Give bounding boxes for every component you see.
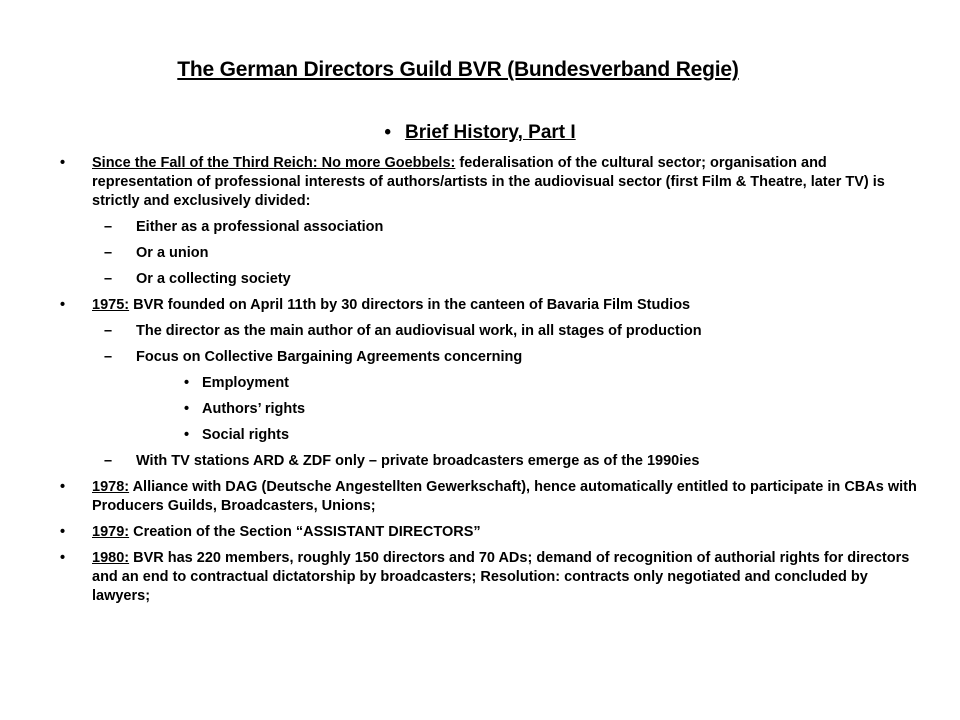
bullet-icon: • (184, 427, 190, 443)
item-text: Social rights (202, 427, 290, 443)
list-item (60, 400, 920, 419)
list-item (60, 426, 920, 445)
section-heading-text: Brief History, Part I (404, 122, 576, 143)
list-item (60, 374, 920, 393)
dash-icon: – (104, 349, 113, 365)
item-lead: 1980: (92, 550, 130, 566)
dash-icon: – (104, 245, 113, 261)
list-item (60, 296, 920, 315)
item-lead: 1979: (92, 524, 130, 540)
item-text: Creation of the Section “ASSISTANT DIRECTORS” (129, 524, 481, 540)
dash-icon: – (104, 219, 113, 235)
list-item (60, 270, 920, 289)
item-text: BVR founded on April 11th by 30 directors in the canteen of Bavaria Film Studios (129, 297, 691, 313)
list-item (60, 322, 920, 341)
bullet-icon: • (60, 524, 66, 540)
bullet-icon: • (384, 122, 391, 143)
item-text: Alliance with DAG (Deutsche Angestellten Gewerkschaft), hence automatically entitled to participate in CBAs with Producers Guilds, Broadcasters, Unions; (92, 479, 917, 514)
item-text: Focus on Collective Bargaining Agreements concerning (136, 349, 523, 365)
bullet-icon: • (60, 297, 66, 313)
page-title: The German Directors Guild BVR (Bundesverband Regie) (177, 58, 739, 81)
list-item (60, 218, 920, 237)
bullet-icon: • (60, 550, 66, 566)
list-item (60, 549, 920, 606)
item-text: Employment (202, 375, 290, 391)
dash-icon: – (104, 323, 113, 339)
bullet-icon: • (60, 479, 66, 495)
list-item (60, 154, 920, 211)
item-text: Or a union (136, 245, 209, 261)
list-item (60, 452, 920, 471)
item-lead: 1975: (92, 297, 130, 313)
item-text: The director as the main author of an audiovisual work, in all stages of production (136, 323, 702, 339)
item-lead: 1978: (92, 479, 130, 495)
list-item (60, 523, 920, 542)
item-text: federalisation of the cultural sector; organisation and representation of professional interests of authors/artists in the audiovisual sector (first Film & Theatre, later TV) is strictly and exclusively divided: (92, 155, 885, 209)
item-text: With TV stations ARD & ZDF only – private broadcasters emerge as of the 1990ies (136, 453, 700, 469)
item-text: Either as a professional association (136, 219, 384, 235)
bullet-icon: • (184, 401, 190, 417)
bullet-icon: • (184, 375, 190, 391)
section-heading (0, 122, 960, 144)
item-text: BVR has 220 members, roughly 150 directors and 70 ADs; demand of recognition of authorial rights for directors and an end to contractual dictatorship by broadcasters; Resolution: contracts only negotiated and concluded by lawyers; (92, 550, 910, 604)
list-item (60, 244, 920, 263)
bullet-icon: • (60, 155, 66, 171)
list-item (60, 478, 920, 516)
item-text: Authors’ rights (202, 401, 306, 417)
item-lead: Since the Fall of the Third Reich: No more Goebbels: (92, 155, 456, 171)
dash-icon: – (104, 271, 113, 287)
item-text: Or a collecting society (136, 271, 291, 287)
history-list (60, 154, 920, 613)
list-item (60, 348, 920, 367)
dash-icon: – (104, 453, 113, 469)
